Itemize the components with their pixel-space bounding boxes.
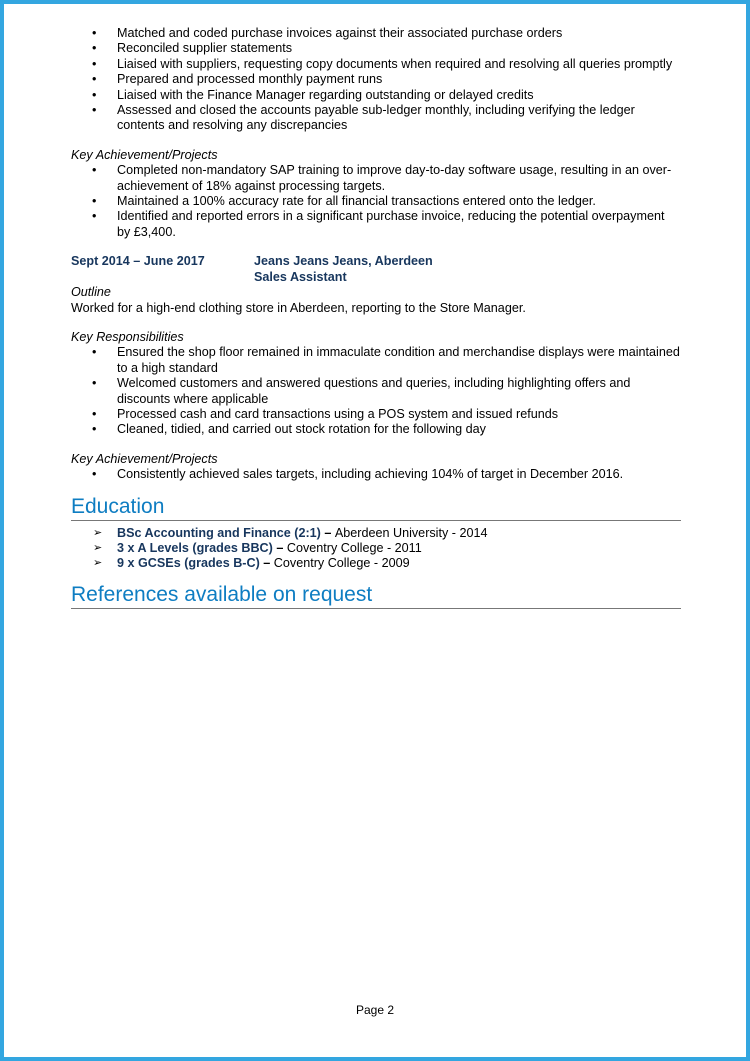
job2-achievements-list — [71, 467, 681, 482]
degree: BSc Accounting and Finance (2:1) — [117, 525, 321, 540]
arrow-bullet-icon: ➢ — [93, 557, 103, 570]
references-heading: References available on request — [71, 583, 681, 609]
institution: Coventry College - 2009 — [273, 556, 410, 571]
job2-employer: Jeans Jeans Jeans, Aberdeen — [254, 254, 433, 269]
job2-outline-label: Outline — [71, 285, 111, 300]
list-item: • Reconciled supplier statements — [71, 41, 681, 56]
job2-responsibilities-list — [71, 345, 681, 437]
list-item: • Prepared and processed monthly payment runs — [71, 72, 681, 87]
job2-employer-block — [254, 254, 433, 285]
job2-outline: Worked for a high-end clothing store in Aberdeen, reporting to the Store Manager. — [71, 300, 526, 315]
job1-responsibilities-list — [71, 26, 681, 134]
list-item: • Completed non-mandatory SAP training to improve day-to-day software usage, resulting in an over-achievement of 18% against processing targets. — [71, 163, 681, 194]
education-item — [71, 526, 681, 541]
job1-achievements-list — [71, 163, 681, 240]
education-item — [71, 556, 681, 571]
cv-page-content — [71, 26, 681, 609]
job2-title: Sales Assistant — [254, 269, 347, 284]
education-item — [71, 541, 681, 556]
institution: Aberdeen University - 2014 — [334, 525, 488, 540]
degree: 3 x A Levels (grades BBC) — [117, 540, 273, 555]
list-item: • Cleaned, tidied, and carried out stock rotation for the following day — [71, 422, 681, 437]
education-heading: Education — [71, 495, 681, 521]
job2-dates: Sept 2014 – June 2017 — [71, 254, 205, 269]
list-item: • Processed cash and card transactions using a POS system and issued refunds — [71, 407, 681, 422]
list-item: • Maintained a 100% accuracy rate for all financial transactions entered onto the ledger. — [71, 194, 681, 209]
list-item: • Matched and coded purchase invoices against their associated purchase orders — [71, 26, 681, 41]
list-item: • Ensured the shop floor remained in immaculate condition and merchandise displays were maintained to a high standard — [71, 345, 681, 376]
list-item: • Liaised with suppliers, requesting copy documents when required and resolving all queries promptly — [71, 57, 681, 72]
dash: – — [259, 556, 274, 571]
list-item: • Identified and reported errors in a significant purchase invoice, reducing the potential overpayment by £3,400. — [71, 209, 681, 240]
job2-header — [71, 254, 681, 285]
education-list — [71, 526, 681, 572]
arrow-bullet-icon: ➢ — [93, 526, 103, 539]
job1-achievements-label: Key Achievement/Projects — [71, 147, 218, 162]
job2-achievements-label: Key Achievement/Projects — [71, 451, 218, 466]
list-item: • Consistently achieved sales targets, including achieving 104% of target in December 2016. — [71, 467, 681, 482]
dash: – — [320, 525, 335, 540]
dash: – — [272, 540, 287, 555]
page-number: Page 2 — [355, 1003, 395, 1017]
degree: 9 x GCSEs (grades B-C) — [117, 556, 260, 571]
list-item: • Liaised with the Finance Manager regarding outstanding or delayed credits — [71, 88, 681, 103]
job2-responsibilities-label: Key Responsibilities — [71, 329, 184, 344]
list-item: • Assessed and closed the accounts payable sub-ledger monthly, including verifying the ledger contents and resolving any discrepancies — [71, 103, 681, 134]
arrow-bullet-icon: ➢ — [93, 541, 103, 554]
institution: Coventry College - 2011 — [286, 540, 422, 555]
list-item: • Welcomed customers and answered questions and queries, including highlighting offers and discounts where applicable — [71, 376, 681, 407]
